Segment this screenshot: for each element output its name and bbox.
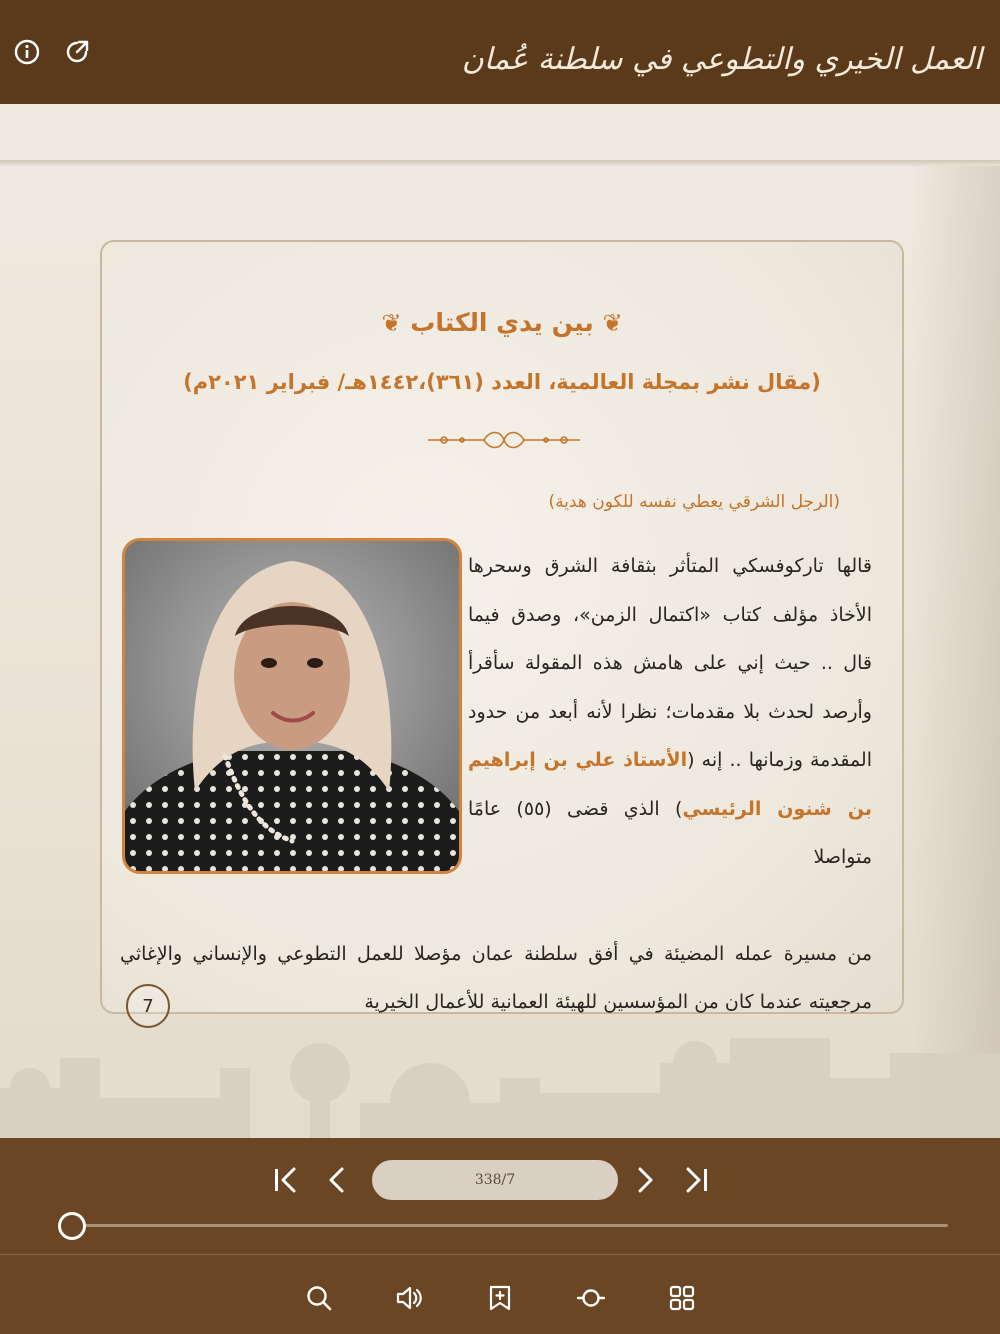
locate-button[interactable] xyxy=(574,1281,608,1315)
app-title: العمل الخيري والتطوعي في سلطنة عُمان xyxy=(461,42,982,77)
article-subheading: (مقال نشر بمجلة العالمية، العدد (٣٦١)،١٤٤٢هـ/ فبراير ٢٠٢١م) xyxy=(183,370,821,394)
chevron-right-icon xyxy=(630,1165,660,1195)
honoree-name: الأستاذ علي بن إبراهيم بن شنون الرئيسي xyxy=(468,749,873,820)
article-heading-text: بين يدي الكتاب xyxy=(410,308,594,337)
article-heading xyxy=(102,308,902,337)
bottom-divider xyxy=(0,1254,1000,1255)
target-icon xyxy=(577,1284,605,1312)
previous-page-button[interactable] xyxy=(320,1163,354,1197)
bookmark-add-icon xyxy=(486,1284,514,1312)
intro-text: قالها تاركوفسكي المتأثر بثقافة الشرق وسحرها الأخاذ مؤلف كتاب «اكتمال الزمن»، وصدق فيما قال .. حيث إني على هامش هذه المقولة سأقرأ وأرصد لحدث بلا مقدمات؛ نظرا لأنه أبعد من حدود المقدمة وزمانها .. إنه ( xyxy=(468,555,872,771)
ornament-divider xyxy=(424,428,584,452)
author-portrait xyxy=(122,538,462,874)
search-icon xyxy=(305,1284,333,1312)
audio-button[interactable] xyxy=(392,1281,426,1315)
page-fold xyxy=(0,160,1000,166)
share-icon[interactable] xyxy=(62,37,92,67)
skip-first-icon xyxy=(270,1165,300,1195)
city-skyline-decoration xyxy=(0,1018,1000,1138)
article-card xyxy=(100,240,904,1014)
chevron-left-icon xyxy=(322,1165,352,1195)
thumbnails-button[interactable] xyxy=(665,1281,699,1315)
add-bookmark-button[interactable] xyxy=(483,1281,517,1315)
article-body-intro xyxy=(468,542,872,882)
page-number-badge: 7 xyxy=(126,984,170,1028)
skip-last-icon xyxy=(682,1165,712,1195)
flourish-left-icon: ❦ xyxy=(602,309,623,337)
flourish-right-icon: ❦ xyxy=(381,309,402,337)
page-shade xyxy=(910,166,1000,1138)
first-page-button[interactable] xyxy=(268,1163,302,1197)
after-name-text: ) الذي قضى (٥٥) عامًا متواصلا xyxy=(468,797,872,868)
next-page-button[interactable] xyxy=(628,1163,662,1197)
search-button[interactable] xyxy=(302,1281,336,1315)
page-slider[interactable] xyxy=(70,1224,948,1227)
book-page xyxy=(0,104,1000,1138)
page-slider-thumb[interactable] xyxy=(58,1212,86,1240)
page-indicator[interactable]: 338/7 xyxy=(372,1160,618,1200)
top-bar xyxy=(0,0,1000,104)
info-icon[interactable] xyxy=(12,37,42,67)
last-page-button[interactable] xyxy=(680,1163,714,1197)
speaker-icon xyxy=(395,1284,423,1312)
grid-icon xyxy=(668,1284,696,1312)
article-body-continued: من مسيرة عمله المضيئة في أفق سلطنة عمان مؤصلا للعمل التطوعي والإنساني والإغاثي مرجعيته عندما كان من المؤسسين للهيئة العمانية للأعمال الخيرية xyxy=(120,943,872,1013)
article-quote: (الرجل الشرقي يعطي نفسه للكون هدية) xyxy=(548,492,840,512)
bottom-bar xyxy=(0,1138,1000,1334)
